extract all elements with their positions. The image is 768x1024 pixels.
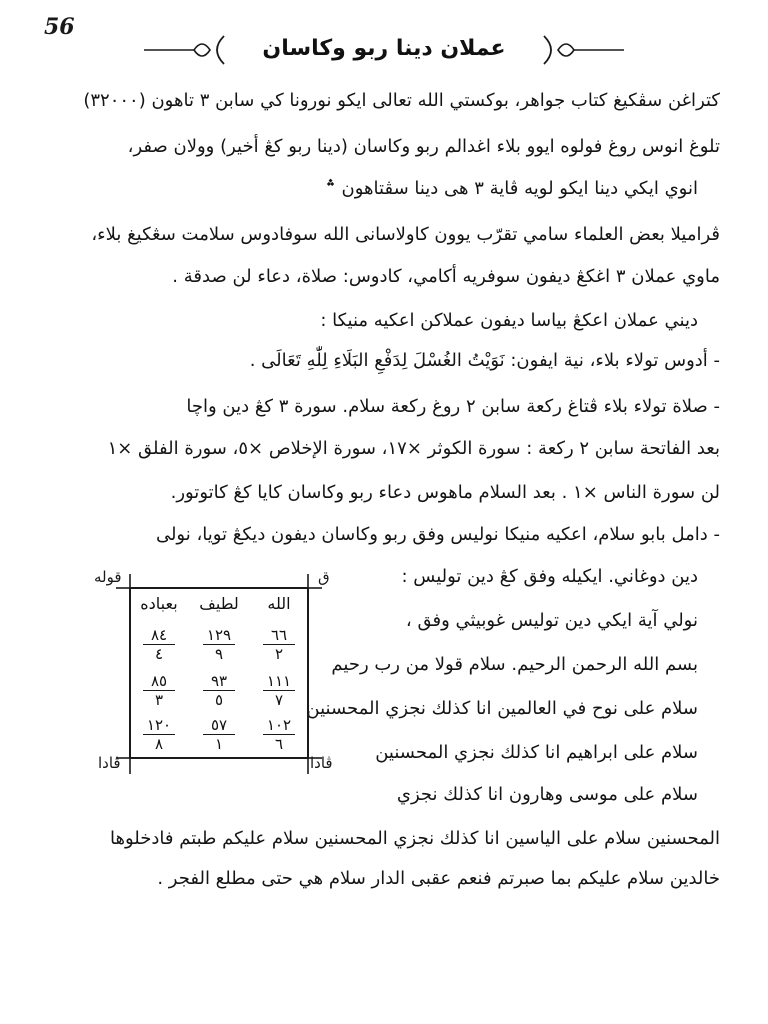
wafq-cell-den: ٥ [214, 691, 224, 709]
text-line-11: - دامل بابو سلام، اعكيه منيكا نوليس وفق ربو وكاسان ديفون ديكڠ تويا، نولى [155, 524, 720, 545]
wafq-corner-top-left: قوله [94, 568, 122, 586]
wafq-cell-den: ٧ [274, 691, 284, 709]
wafq-cell-num: ١٠٢ [263, 716, 295, 735]
wafq-cell-den: ٣ [154, 691, 164, 709]
wafq-cell [129, 626, 189, 663]
text-line-3: انوي ايكي دينا ايكو لويه ڤاية ٣ هى دينا سڤتاهون ؞ [325, 178, 698, 199]
text-line-2: تلوغ انوس روغ فولوه ايوو بلاء اغدالم ربو وكاسان (دينا ربو كڠ أخير) وولان صفر، [127, 136, 720, 157]
wafq-cell-num: ٨٥ [143, 672, 175, 691]
wafq-cell-num: ٨٤ [143, 626, 175, 645]
wafq-cell [129, 672, 189, 709]
text-line-8: - صلاة تولاء بلاء ڤتاغ ركعة سابن ٢ روغ ركعة سلام. سورة ٣ كڠ دين واچا [186, 396, 720, 417]
text-line-19: خالدين سلام عليكم بما صبرتم فنعم عقبى الدار سلام هي حتى مطلع الفجر . [157, 868, 720, 889]
text-line-1: كتراغن سڤكيغ كتاب جواهر، بوكستي الله تعالى ايكو نورونا كي سابن ٣ تاهون (٣٢٠٠٠) [83, 90, 720, 111]
wafq-cell [189, 716, 249, 753]
wafq-cell-num: ١١١ [263, 672, 295, 691]
wafq-cell-num: ٩٣ [203, 672, 235, 691]
wafq-cell-den: ١ [214, 735, 224, 753]
wafq-corner-bottom-right: ڤادا [310, 754, 333, 772]
text-line-7: - أدوس تولاء بلاء، نية ايفون: نَوَيْتُ الغُسْلَ لِدَفْعِ البَلَاءِ لِلّٰهِ تَعَالَى . [249, 350, 720, 371]
wafq-header-2: لطيف [199, 594, 239, 613]
wafq-cell [249, 626, 309, 663]
text-line-5: ماوي عملان ٣ اغكڠ ديفون سوفريه أكامي، كادوس: صلاة، دعاء لن صدقة . [172, 266, 720, 287]
page-title: عملان دينا ربو وكاسان [262, 36, 506, 61]
wafq-cell [249, 716, 309, 753]
wafq-cell [129, 716, 189, 753]
text-line-15: سلام على نوح في العالمين انا كذلك نجزي المحسنين [306, 698, 698, 719]
text-line-13: نولي آية ايكي دين توليس غوبيثي وفق ، [405, 610, 698, 631]
wafq-cell-num: ٦٦ [263, 626, 295, 645]
wafq-header-1: الله [267, 594, 291, 613]
wafq-cell-den: ٨ [154, 735, 164, 753]
text-line-9: بعد الفاتحة سابن ٢ ركعة : سورة الكوثر ×١٧، سورة الإخلاص ×٥، سورة الفلق ×١ [107, 438, 720, 459]
wafq-cell [249, 672, 309, 709]
text-line-14: بسم الله الرحمن الرحيم. سلام قولا من رب رحيم [331, 654, 698, 675]
wafq-cell-den: ٦ [274, 735, 284, 753]
text-line-12: دين دوغاني. ايكيله وفق كڠ دين توليس : [401, 566, 698, 587]
wafq-cell-den: ٢ [274, 645, 284, 663]
wafq-cell-den: ٤ [154, 645, 164, 663]
text-line-4: ڤراميلا بعض العلماء سامي تقرّب يوون كاولاسانى الله سوفادوس سلامت سڠكيغ بلاء، [91, 224, 720, 245]
wafq-square [94, 568, 344, 780]
wafq-cell-den: ٩ [214, 645, 224, 663]
text-line-18: المحسنين سلام على الياسين انا كذلك نجزي المحسنين سلام عليكم طبتم فادخلوها [110, 828, 720, 849]
wafq-header-3: بعباده [140, 594, 178, 613]
wafq-cell-num: ٥٧ [203, 716, 235, 735]
text-line-10: لن سورة الناس ×١ . بعد السلام ماهوس دعاء ربو وكاسان كايا كڠ كاتوتور. [170, 482, 720, 503]
text-line-17: سلام على موسى وهارون انا كذلك نجزي [396, 784, 698, 805]
wafq-cell [189, 672, 249, 709]
text-line-16: سلام على ابراهيم انا كذلك نجزي المحسنين [375, 742, 698, 763]
wafq-corner-top-right: ق [318, 568, 330, 586]
text-line-6: ديني عملان اعكڠ بياسا ديفون عملاكن اعكيه منيكا : [320, 310, 698, 331]
wafq-corner-bottom-left: ڤادا [98, 754, 121, 772]
page-number: 56 [44, 14, 75, 40]
wafq-cell-num: ١٢٠ [143, 716, 175, 735]
wafq-cell [189, 626, 249, 663]
wafq-cell-num: ١٢٩ [203, 626, 235, 645]
